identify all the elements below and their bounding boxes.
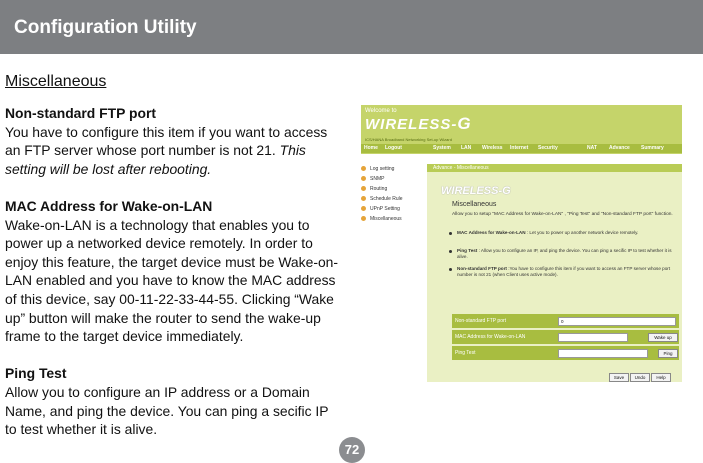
- nav-nat[interactable]: NAT: [587, 145, 597, 151]
- nav-internet[interactable]: Internet: [510, 145, 529, 151]
- bullet-ping: Ping Test : Allow you to configure an IP, and ping the device. You can ping a secific IP to test whether it is alive.: [457, 248, 679, 260]
- sidebar-item-upnp[interactable]: UPnP Setting: [361, 205, 425, 215]
- ftp-body: You have to configure this item if you want to access an FTP server whose port number is not 21. This setting will be lost after rebooting.: [5, 123, 328, 177]
- header-title: Configuration Utility: [14, 17, 197, 38]
- router-sidebar: [361, 165, 425, 225]
- nav-security[interactable]: Security: [538, 145, 558, 151]
- header-bar: [0, 0, 703, 54]
- nav-wireless[interactable]: Wireless: [482, 145, 503, 151]
- breadcrumb: Advance - Miscellaneous: [427, 164, 682, 172]
- ftp-port-input[interactable]: 0: [558, 317, 676, 326]
- nav-summary[interactable]: Summary: [641, 145, 664, 151]
- router-nav: [361, 144, 682, 153]
- bullet-icon: [361, 206, 366, 211]
- ping-button[interactable]: Ping: [658, 349, 678, 358]
- bullet-icon: [361, 186, 366, 191]
- router-tagline: ICS/HANA Broadband Networking Set-up Wizard: [365, 137, 452, 142]
- section-title: Miscellaneous: [5, 73, 107, 90]
- nav-advance[interactable]: Advance: [609, 145, 630, 151]
- bullet-icon: [361, 216, 366, 221]
- sidebar-item-log[interactable]: Log setting: [361, 165, 425, 175]
- router-banner: [361, 105, 682, 154]
- router-screenshot: [342, 100, 682, 383]
- sidebar-item-snmp[interactable]: SNMP: [361, 175, 425, 185]
- sidebar-item-routing[interactable]: Routing: [361, 185, 425, 195]
- bullet-ftp: Non-standard FTP port :You have to configure this item if you want to access an FTP server whose port number is not 21 (when Client uses active mode).: [457, 266, 679, 278]
- nav-logout[interactable]: Logout: [385, 145, 402, 151]
- wake-up-button[interactable]: Wake up: [648, 333, 678, 342]
- help-button[interactable]: Help: [651, 373, 671, 382]
- ping-input[interactable]: [558, 349, 648, 358]
- bullet-icon: [361, 176, 366, 181]
- sidebar-item-misc[interactable]: Miscellaneous: [361, 215, 425, 225]
- nav-home[interactable]: Home: [364, 145, 378, 151]
- nav-lan[interactable]: LAN: [461, 145, 472, 151]
- row-ftp-port: Non-standard FTP port 0: [452, 314, 679, 328]
- row-wol: MAC Address for Wake-on-LAN Wake up: [452, 330, 679, 344]
- ping-body: Allow you to configure an IP address or a Domain Name, and ping the device. You can ping a secific IP to test whether it is alive.: [5, 383, 329, 438]
- ping-heading: Ping Test: [5, 365, 67, 382]
- router-page-desc: Allow you to setup "MAC Address for Wake-on-LAN" , "Ping Test" and "Non-standard FTP port" function.: [452, 212, 673, 217]
- ftp-heading: Non-standard FTP port: [5, 105, 156, 121]
- row-ping: Ping Test Ping: [452, 346, 679, 360]
- ftp-note: This setting will be lost after rebooting.: [5, 142, 306, 177]
- undo-button[interactable]: Undo: [630, 373, 650, 382]
- wol-body: Wake-on-LAN is a technology that enables you to power up a networked device remotely. In order to enjoy this feature, the target device must be Wake-on-LAN enabled and you have to know the MAC address of this device, say 00-11-22-33-44-55. Clicking “Wake up” button will make the router to send the wake-up frame to the target device immediately.: [5, 216, 339, 345]
- save-button[interactable]: Save: [609, 373, 629, 382]
- router-welcome: Welcome to: [365, 108, 397, 114]
- mac-address-input[interactable]: [558, 333, 628, 342]
- router-page-title: Miscellaneous: [452, 201, 497, 208]
- page-number: 72: [339, 437, 365, 463]
- text-column: [5, 104, 340, 457]
- bullet-icon: [361, 166, 366, 171]
- wol-heading: MAC Address for Wake-on-LAN: [5, 197, 213, 214]
- router-brand: WIRELESS-G: [365, 114, 472, 133]
- router-main: [427, 164, 682, 382]
- nav-system[interactable]: System: [433, 145, 451, 151]
- bullet-icon: [361, 196, 366, 201]
- bullet-wol: MAC Address for Wake-on-LAN : Let you to power up another network device remotely.: [457, 230, 679, 236]
- sidebar-item-schedule[interactable]: Schedule Rule: [361, 195, 425, 205]
- router-brand-small: WIRELESS-G: [441, 185, 511, 197]
